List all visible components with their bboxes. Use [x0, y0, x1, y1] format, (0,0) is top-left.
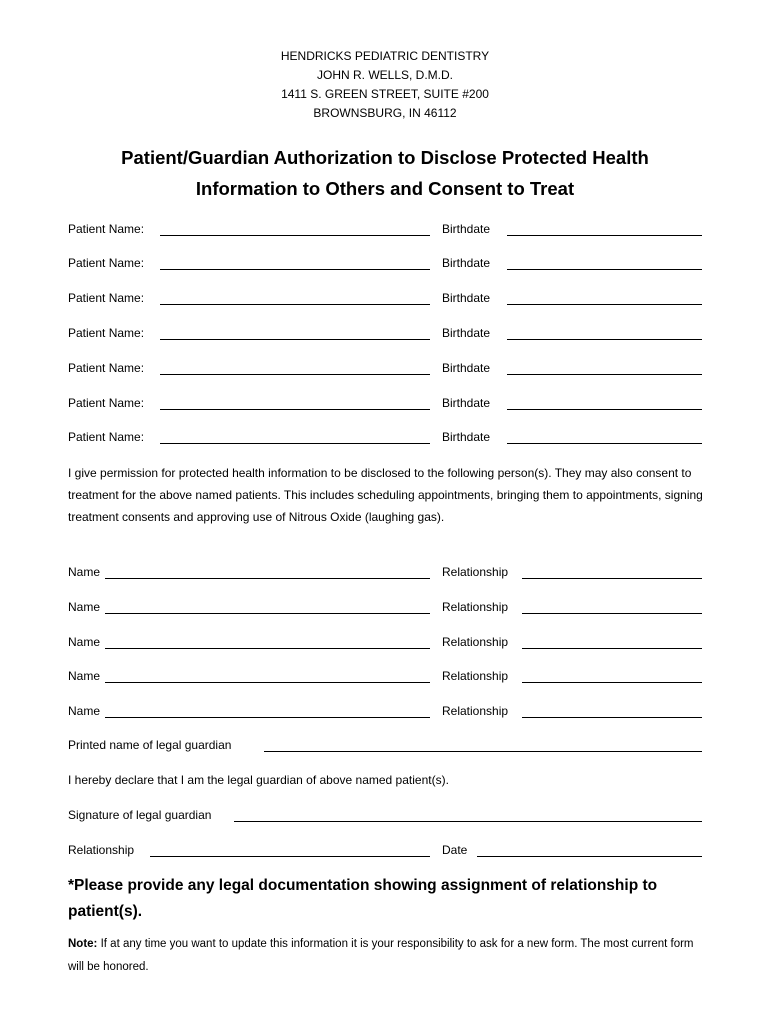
patient-row	[68, 361, 702, 379]
relationship-field[interactable]	[522, 682, 702, 683]
patient-name-label: Patient Name:	[68, 430, 145, 444]
street-address: 1411 S. GREEN STREET, SUITE #200	[281, 87, 489, 101]
guardian-printed-name-label: Printed name of legal guardian	[68, 738, 232, 752]
patient-name-label: Patient Name:	[68, 326, 145, 340]
patient-name-field[interactable]	[160, 339, 430, 340]
relationship-field[interactable]	[522, 613, 702, 614]
dentist-name: JOHN R. WELLS, D.M.D.	[316, 68, 453, 82]
patient-row	[68, 291, 702, 309]
guardian-signature-row	[68, 808, 702, 826]
date-label: Date	[442, 843, 468, 857]
patient-name-label: Patient Name:	[68, 291, 145, 305]
practice-header	[0, 47, 770, 123]
form-title	[0, 142, 770, 204]
note-text: If at any time you want to update this information it is your responsibility to ask for a new form. The most current form will be honored.	[68, 938, 694, 973]
contact-name-label: Name	[68, 635, 101, 649]
guardian-relationship-row	[68, 843, 702, 861]
relationship-label: Relationship	[442, 565, 509, 579]
patient-row	[68, 396, 702, 414]
guardian-signature-field[interactable]	[234, 821, 702, 822]
date-field[interactable]	[477, 856, 702, 857]
birthdate-label: Birthdate	[442, 361, 491, 375]
birthdate-label: Birthdate	[442, 256, 491, 270]
patient-name-field[interactable]	[160, 374, 430, 375]
form-title-line-1: Patient/Guardian Authorization to Disclose Protected Health	[121, 147, 649, 168]
form-title-line-2: Information to Others and Consent to Treat	[195, 178, 575, 199]
patient-name-label: Patient Name:	[68, 396, 145, 410]
birthdate-label: Birthdate	[442, 396, 491, 410]
guardian-printed-name-field[interactable]	[264, 751, 702, 752]
birthdate-field[interactable]	[507, 304, 702, 305]
guardian-declaration-row	[68, 773, 702, 791]
patient-row	[68, 326, 702, 344]
contact-name-field[interactable]	[105, 578, 430, 579]
guardian-signature-label: Signature of legal guardian	[68, 808, 212, 822]
legal-documentation-notice: *Please provide any legal documentation showing assignment of relationship to patient(s).	[68, 877, 658, 920]
contact-name-field[interactable]	[105, 717, 430, 718]
contact-row	[68, 704, 702, 722]
patient-name-field[interactable]	[160, 443, 430, 444]
patient-row	[68, 222, 702, 240]
contact-name-label: Name	[68, 704, 101, 718]
contact-name-field[interactable]	[105, 682, 430, 683]
contact-row	[68, 669, 702, 687]
birthdate-field[interactable]	[507, 269, 702, 270]
birthdate-field[interactable]	[507, 409, 702, 410]
patient-name-label: Patient Name:	[68, 222, 145, 236]
birthdate-field[interactable]	[507, 235, 702, 236]
guardian-declaration: I hereby declare that I am the legal guardian of above named patient(s).	[68, 773, 449, 787]
relationship-field[interactable]	[522, 578, 702, 579]
patient-name-label: Patient Name:	[68, 256, 145, 270]
contact-name-label: Name	[68, 669, 101, 683]
birthdate-label: Birthdate	[442, 430, 491, 444]
birthdate-field[interactable]	[507, 339, 702, 340]
update-note	[68, 933, 708, 979]
contact-name-field[interactable]	[105, 648, 430, 649]
relationship-label: Relationship	[442, 635, 509, 649]
patient-name-field[interactable]	[160, 269, 430, 270]
relationship-field[interactable]	[522, 648, 702, 649]
birthdate-field[interactable]	[507, 443, 702, 444]
patient-name-field[interactable]	[160, 304, 430, 305]
birthdate-field[interactable]	[507, 374, 702, 375]
guardian-relationship-field[interactable]	[150, 856, 430, 857]
guardian-relationship-label: Relationship	[68, 843, 135, 857]
contact-name-field[interactable]	[105, 613, 430, 614]
patient-name-field[interactable]	[160, 409, 430, 410]
contact-name-label: Name	[68, 600, 101, 614]
relationship-field[interactable]	[522, 717, 702, 718]
birthdate-label: Birthdate	[442, 326, 491, 340]
contact-row	[68, 600, 702, 618]
birthdate-label: Birthdate	[442, 291, 491, 305]
contact-name-label: Name	[68, 565, 101, 579]
note-label: Note:	[68, 938, 98, 950]
relationship-label: Relationship	[442, 600, 509, 614]
patient-row	[68, 430, 702, 448]
relationship-label: Relationship	[442, 669, 509, 683]
contact-row	[68, 565, 702, 583]
patient-row	[68, 256, 702, 274]
practice-name: HENDRICKS PEDIATRIC DENTISTRY	[280, 49, 490, 63]
city-state-zip: BROWNSBURG, IN 46112	[313, 106, 457, 120]
patient-name-field[interactable]	[160, 235, 430, 236]
guardian-printed-name-row	[68, 738, 702, 756]
patient-name-label: Patient Name:	[68, 361, 145, 375]
permission-paragraph: I give permission for protected health information to be disclosed to the following person(s). They may also consent to treatment for the above named patients. This includes scheduling appointments, bringing them to appointments, signing treatment consents and approving use of Nitrous Oxide (laughing gas).	[68, 466, 703, 524]
birthdate-label: Birthdate	[442, 222, 491, 236]
contact-row	[68, 635, 702, 653]
relationship-label: Relationship	[442, 704, 509, 718]
